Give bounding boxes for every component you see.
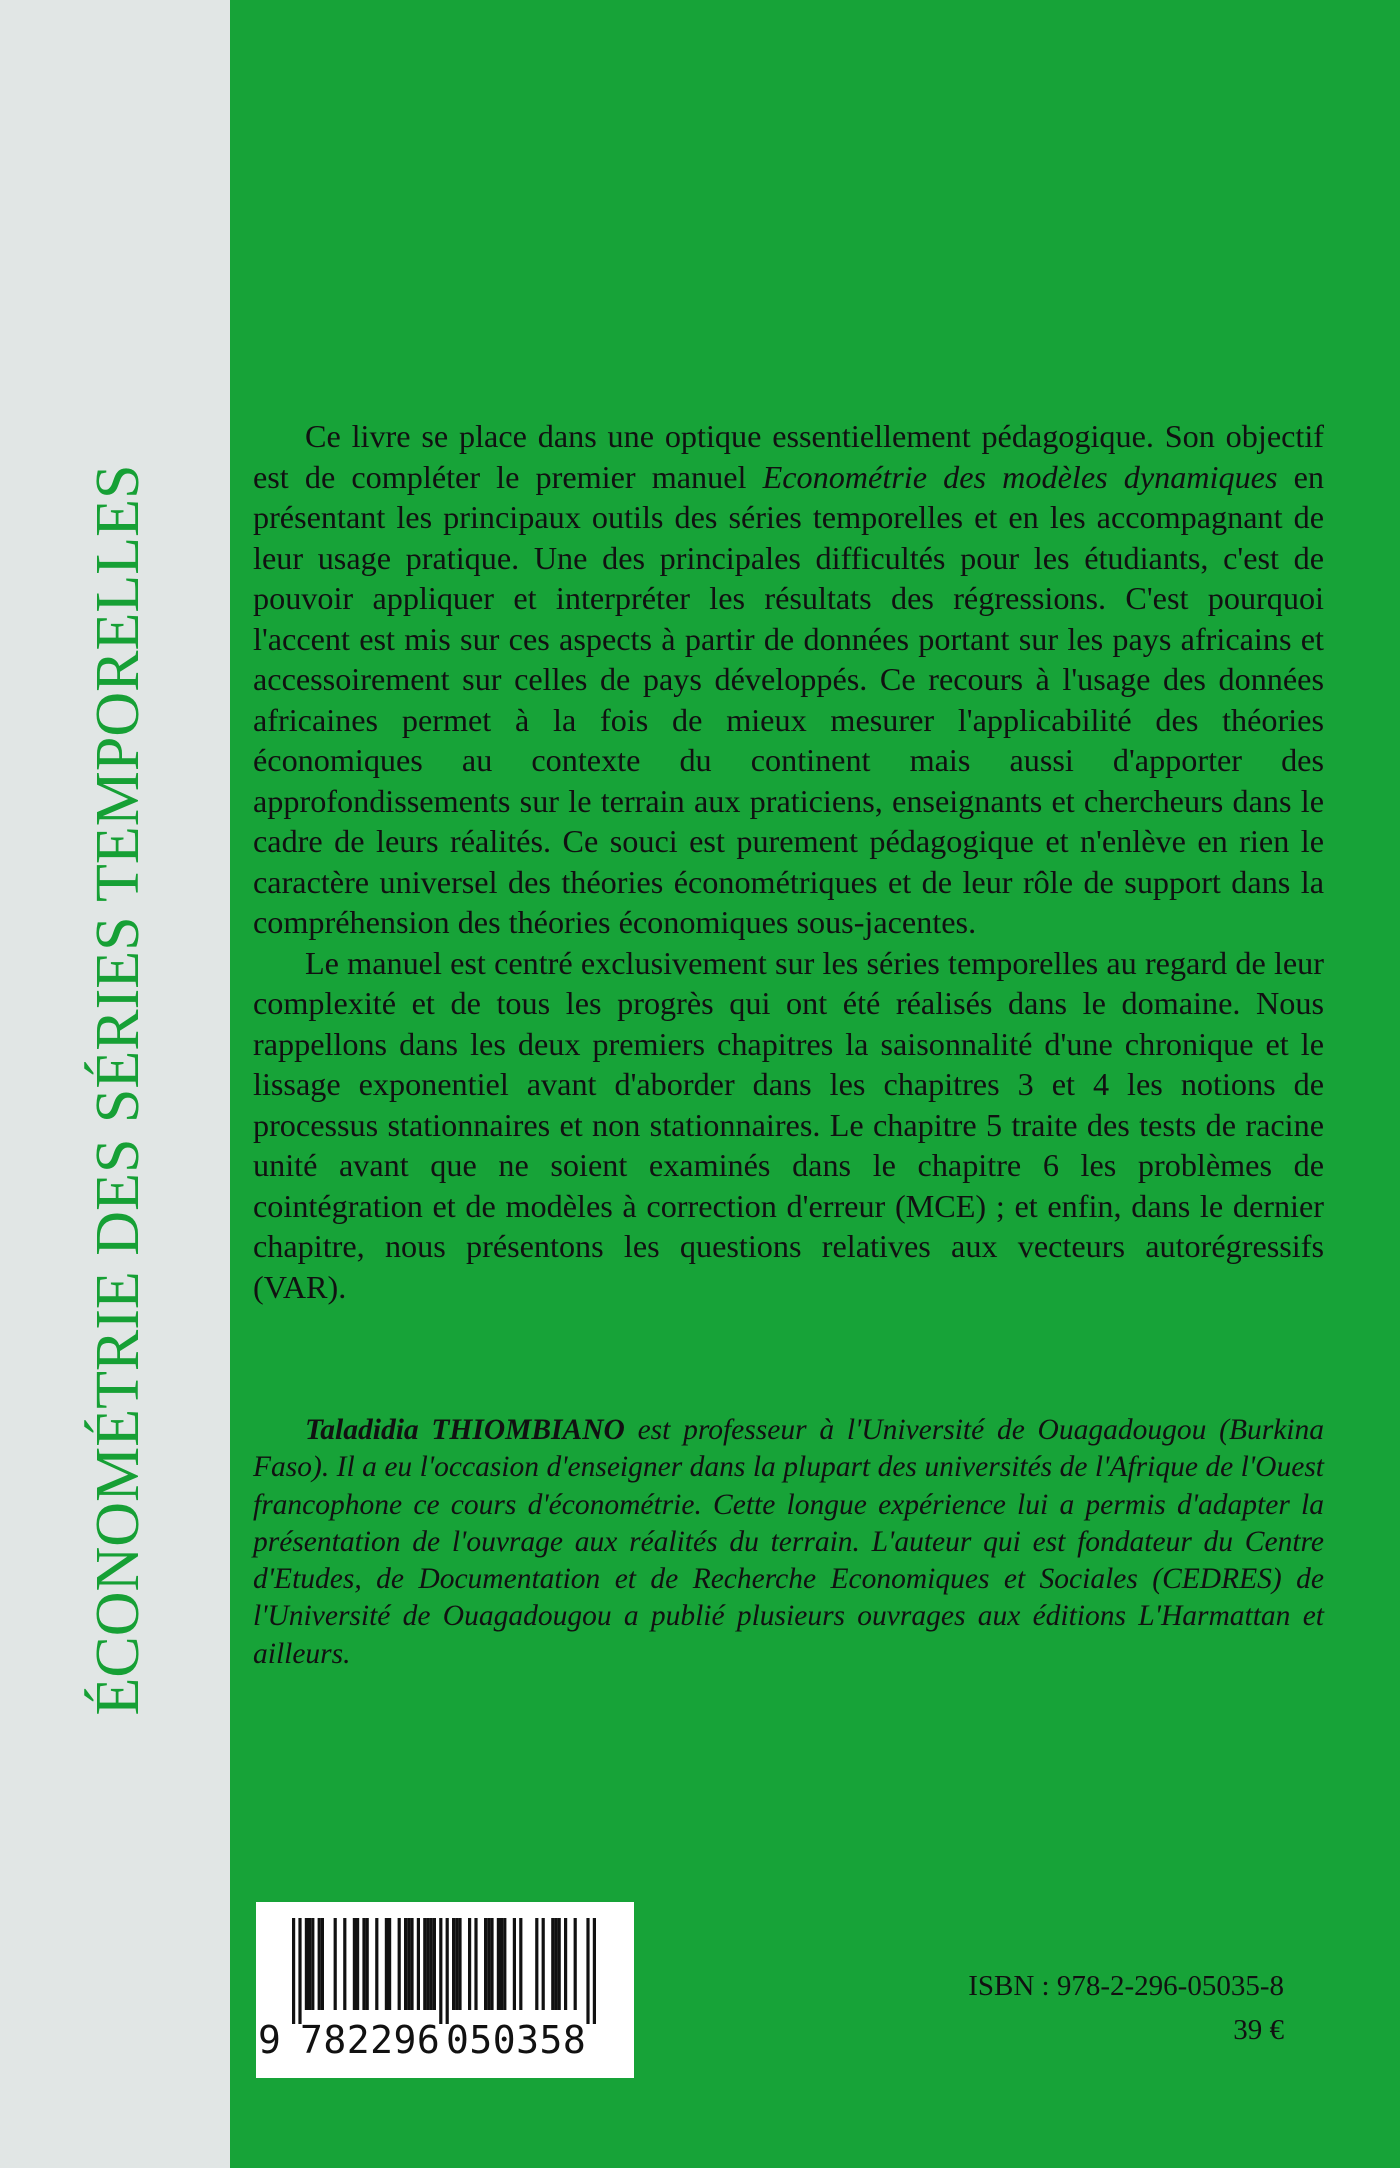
barcode-bar [542, 1918, 545, 2010]
barcode-guard-bar [593, 1918, 596, 2024]
isbn: ISBN : 978-2-296-05035-8 [968, 1970, 1284, 2002]
barcode-bar [500, 1918, 503, 2010]
barcode-bars [292, 1918, 602, 2024]
barcode-bar [558, 1918, 561, 2010]
barcode-bar [426, 1918, 429, 2010]
barcode-bar [362, 1918, 365, 2010]
barcode-bar [551, 1918, 554, 2010]
barcode-bar [519, 1918, 522, 2010]
barcode-first-digit: 9 [258, 2018, 282, 2062]
barcode-bar [455, 1918, 458, 2010]
barcode-bar [404, 1918, 407, 2010]
barcode-bar [484, 1918, 487, 2010]
author-name: Taladidia THIOMBIANO [305, 1414, 625, 1446]
barcode-bar [458, 1918, 461, 2010]
barcode-bar [468, 1918, 471, 2010]
barcode-guard-bar [439, 1918, 442, 2024]
author-bio [253, 1412, 1324, 1673]
spine [0, 0, 230, 2168]
barcode-bar [318, 1918, 321, 2010]
barcode-bar [452, 1918, 455, 2010]
summary-text: Ce livre se place dans une optique essentiellement pédagogique. Son objectif est de compléter le premier manuel [253, 418, 1324, 495]
summary-paragraph-1 [253, 416, 1324, 943]
summary-paragraph-2: Le manuel est centré exclusivement sur les séries temporelles au regard de leur complexité et de tous les progrès qui ont été réalisés dans le domaine. Nous rappellons dans les deux premiers chapitres la saisonnalité d'une chronique et le lissage exponentiel avant d'aborder dans les chapitres 3 et 4 les notions de processus stationnaires et non stationnaires. Le chapitre 5 traite des tests de racine unité avant que ne soient examinés dans le chapitre 6 les problèmes de cointégration et de modèles à correction d'erreur (MCE) ; et enfin, dans le dernier chapitre, nous présentons les questions relatives aux vecteurs autorégressifs (VAR). [253, 944, 1324, 1305]
barcode-bar [356, 1918, 359, 2010]
barcode-bar [535, 1918, 538, 2010]
barcode-bar [311, 1918, 314, 2010]
barcode-bar [353, 1918, 356, 2010]
barcode-bar [433, 1918, 436, 2010]
barcode-bar [423, 1918, 426, 2010]
book-summary [253, 416, 1324, 1307]
spine-title: ÉCONOMÉTRIE DES SÉRIES TEMPORELLES [84, 464, 152, 1716]
barcode-right-group: 050358 [446, 2018, 587, 2062]
barcode-bar [305, 1918, 308, 2010]
barcode-bar [474, 1918, 477, 2010]
price: 39 € [1233, 2014, 1284, 2046]
barcode-bar [308, 1918, 311, 2010]
referenced-book-title: Econométrie des modèles dynamiques [762, 458, 1278, 495]
barcode [256, 1902, 634, 2078]
barcode-bar [564, 1918, 567, 2010]
barcode-bar [343, 1918, 346, 2010]
barcode-guard-bar [586, 1918, 589, 2024]
summary-text: en présentant les principaux outils des séries temporelles et en les accompagnant de leur usage pratique. Une des principales difficultés pour les étudiants, c'est de pouvoir appliquer et interpréter les résultats des régressions. C'est pourquoi l'accent est mis sur ces aspects à partir de données portant sur les pays africains et accessoirement sur celles de pays développés. Ce recours à l'usage des données africaines permet à la fois de mieux mesurer l'applicabilité des théories économiques au contexte du continent mais aussi d'apporter des approfondissements sur le terrain aux praticiens, enseignants et chercheurs dans le cadre de leurs réalités. Ce souci est purement pédagogique et n'enlève en rien le caractère universel des théories économétriques et de leur rôle de support dans la compréhension des théories économiques sous-jacentes. [253, 458, 1324, 940]
barcode-guard-bar [446, 1918, 449, 2024]
barcode-bar [574, 1918, 577, 2010]
barcode-bar [430, 1918, 433, 2010]
barcode-guard-bar [298, 1918, 301, 2024]
barcode-bar [410, 1918, 413, 2010]
author-bio-text: est professeur à l'Université de Ouagadougou (Burkina Faso). Il a eu l'occasion d'enseigner dans la plupart des universités de l'Afrique de l'Ouest francophone ce cours d'économétrie. Cette longue expérience lui a permis d'adapter la présentation de l'ouvrage aux réalités du terrain. L'auteur qui est fondateur du Centre d'Etudes, de Documentation et de Recherche Economiques et Sociales (CEDRES) de l'Université de Ouagadougou a publié plusieurs ouvrages aux éditions L'Harmattan et ailleurs. [253, 1414, 1324, 1670]
barcode-bar [487, 1918, 490, 2010]
barcode-bar [407, 1918, 410, 2010]
barcode-bar [490, 1918, 493, 2010]
barcode-bar [417, 1918, 420, 2010]
barcode-left-group: 782296 [300, 2018, 441, 2062]
barcode-bar [503, 1918, 506, 2010]
barcode-bar [497, 1918, 500, 2010]
barcode-bar [385, 1918, 388, 2010]
barcode-bar [554, 1918, 557, 2010]
barcode-bar [366, 1918, 369, 2010]
barcode-bar [375, 1918, 378, 2010]
barcode-bar [398, 1918, 401, 2010]
barcode-guard-bar [292, 1918, 295, 2024]
barcode-bar [321, 1918, 324, 2010]
barcode-bar [334, 1918, 337, 2010]
barcode-bar [513, 1918, 516, 2010]
barcode-bar [388, 1918, 391, 2010]
